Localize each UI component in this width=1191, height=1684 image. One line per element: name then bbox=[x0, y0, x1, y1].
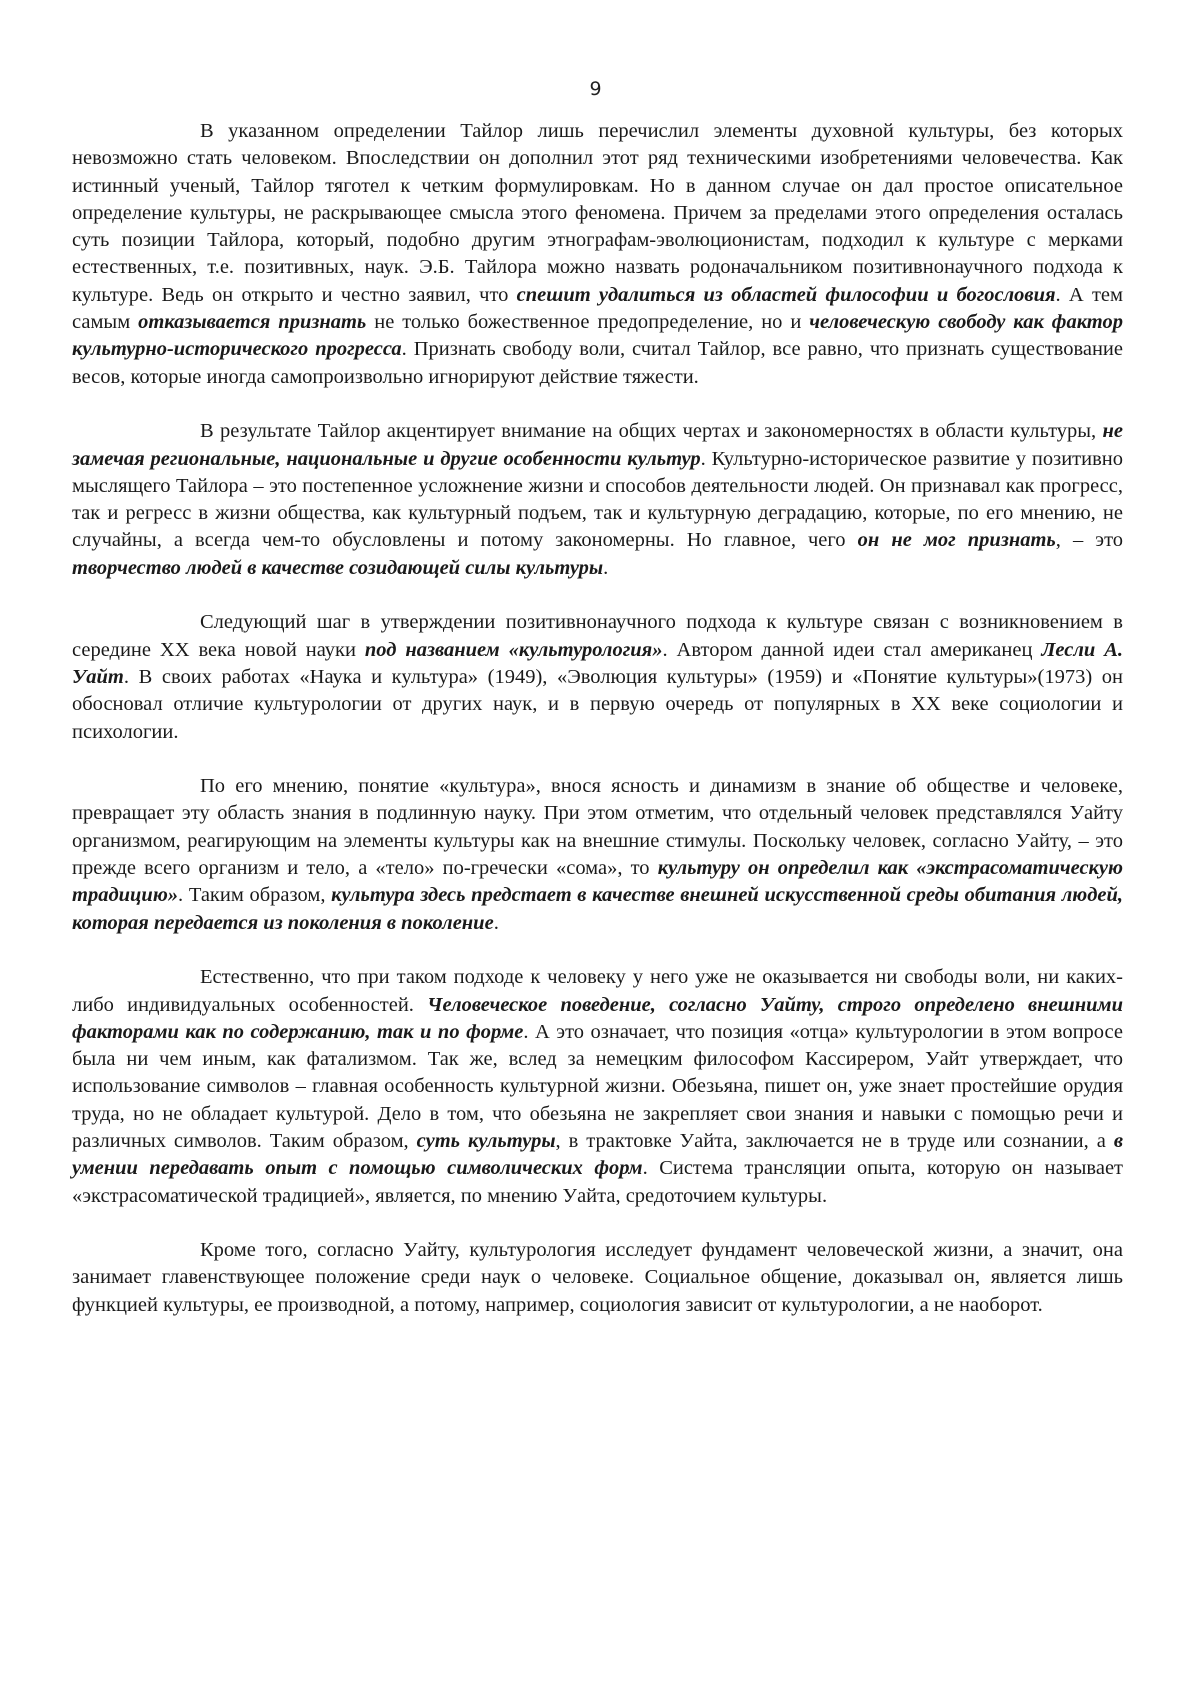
text-run: . bbox=[603, 556, 609, 579]
text-run: . А тем самым bbox=[72, 283, 1123, 334]
paragraph bbox=[72, 118, 1123, 391]
text-run: В указанном определении Тайлор лишь перечислил элементы духовной культуры, без которых невозможно стать человеком. Впоследствии он дополнил этот ряд техническими изобретениями человечества. Как истинный ученый, Тайлор тяготел к четким формулировкам. Но в данном случае он дал простое описательное определение культуры, не раскрывающее смысла этого феномена. Причем за пределами этого определения осталась суть позиции Тайлора, который, подобно другим этнографам-эволюционистам, подходил к культуре с мерками естественных, т.е. позитивных, наук. Э.Б. Тайлора можно назвать родоначальником позитивнонаучного подхода к культуре. Ведь он открыто и честно заявил, что bbox=[72, 120, 1123, 306]
text-run: . А это означает, что позиция «отца» культурологии в этом вопросе была ни чем иным, как фатализмом. Так же, вслед за немецким философом Кассирером, Уайт утверждает, что использование символов – главная особенность культурной жизни. Обезьяна, пишет он, уже знает простейшие орудия труда, но не обладает культурой. Дело в том, что обезьяна не закрепляет свои знания и навыки с помощью речи и различных символов. Таким образом, bbox=[72, 1020, 1123, 1152]
emphasis-text: творчество людей в качестве созидающей силы культуры bbox=[72, 556, 604, 579]
text-run: не только божественное предопределение, но и bbox=[366, 311, 810, 334]
body-text bbox=[72, 118, 1123, 1346]
paragraph bbox=[72, 1237, 1123, 1319]
paragraph bbox=[72, 418, 1123, 582]
text-run: . Система трансляции опыта, которую он называет «экстрасоматической традицией», является, по мнению Уайта, средоточием культуры. bbox=[72, 1157, 1123, 1207]
text-run: В результате Тайлор акцентирует внимание на общих чертах и закономерностях в области культуры, bbox=[200, 420, 1103, 443]
emphasis-text: культура здесь предстает в качестве внешней искусственной среды обитания людей, которая передается из поколения в поколение bbox=[72, 884, 1123, 934]
page-number: 9 bbox=[589, 78, 602, 100]
emphasis-text: под названием «культурология» bbox=[364, 638, 663, 661]
text-run: . В своих работах «Наука и культура» (1949), «Эволюция культуры» (1959) и «Понятие культуры»(1973) он обосновал отличие культурологии от других наук, и в первую очередь от популярных в XX веке социологии и психологии. bbox=[72, 665, 1123, 743]
emphasis-text: человеческую свободу как фактор культурно-исторического прогресса bbox=[72, 311, 1123, 361]
text-run: . Признать свободу воли, считал Тайлор, все равно, что признать существование весов, которые иногда самопроизвольно игнорируют действие тяжести. bbox=[72, 338, 1123, 388]
text-run: . bbox=[493, 911, 499, 934]
paragraph bbox=[72, 773, 1123, 937]
emphasis-text: суть культуры bbox=[416, 1129, 556, 1152]
emphasis-text: Человеческое поведение, согласно Уайту, строго определено внешними факторами как по содержанию, так и по форме bbox=[72, 993, 1123, 1043]
text-run: , в трактовке Уайта, заключается не в труде или сознании, а bbox=[555, 1129, 1114, 1152]
emphasis-text: в умении передавать опыт с помощью символических форм bbox=[72, 1129, 1123, 1180]
text-run: Естественно, что при таком подходе к человеку у него уже не оказывается ни свободы воли, ни каких-либо индивидуальных особенностей. bbox=[72, 966, 1123, 1016]
paragraph bbox=[72, 964, 1123, 1210]
emphasis-text: отказывается признать bbox=[138, 311, 367, 334]
text-run: . Таким образом, bbox=[178, 884, 332, 907]
emphasis-text: культуру он определил как «экстрасоматическую традицию» bbox=[72, 857, 1123, 907]
emphasis-text: он не мог признать bbox=[857, 529, 1056, 552]
emphasis-text: спешит удалиться из областей философии и богословия bbox=[516, 283, 1056, 306]
text-run: Следующий шаг в утверждении позитивнонаучного подхода к культуре связан с возникновением в середине XX века новой науки bbox=[72, 611, 1123, 661]
text-run: Кроме того, согласно Уайту, культурология исследует фундамент человеческой жизни, а значит, она занимает главенствующее положение среди наук о человеке. Социальное общение, доказывал он, является лишь функцией культуры, ее производной, а потому, например, социология зависит от культурологии, а не наоборот. bbox=[72, 1239, 1123, 1316]
text-run: , – это bbox=[1055, 529, 1124, 552]
paragraph bbox=[72, 609, 1123, 745]
text-run: . Культурно-историческое развитие у позитивно мыслящего Тайлора – это постепенное усложнение жизни и способов деятельности людей. Он признавал как прогресс, так и регресс в жизни общества, как культурный подъем, так и культурную деградацию, которые, по его мнению, не случайны, а всегда чем-то обусловлены и потому закономерны. Но главное, чего bbox=[72, 447, 1123, 552]
emphasis-text: Лесли А. Уайт bbox=[72, 638, 1124, 688]
text-run: По его мнению, понятие «культура», внося ясность и динамизм в знание об обществе и человеке, превращает эту область знания в подлинную науку. При этом отметим, что отдельный человек представлялся Уайту организмом, реагирующим на элементы культуры как на внешние стимулы. Поскольку человек, согласно Уайту, – это прежде всего организм и тело, а «тело» по-гречески «сома», то bbox=[72, 775, 1123, 880]
text-run: . Автором данной идеи стал американец bbox=[662, 638, 1042, 661]
emphasis-text: не замечая региональные, национальные и другие особенности культур bbox=[72, 420, 1123, 470]
